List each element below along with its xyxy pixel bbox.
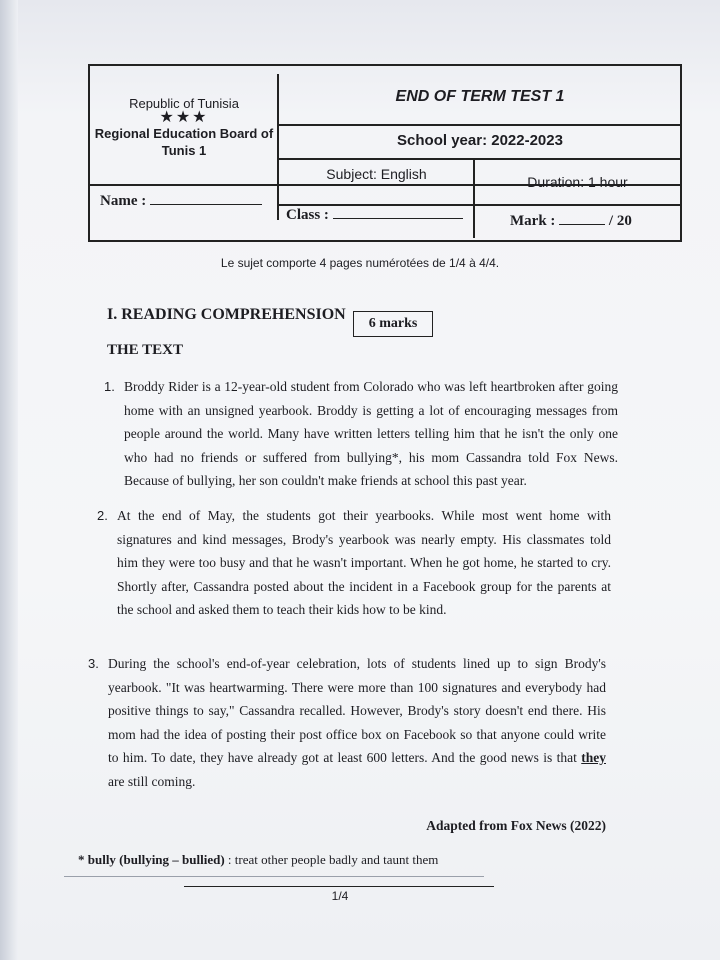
paragraph-text-end: are still coming. (108, 773, 196, 789)
subject-label: Subject: English (326, 166, 427, 182)
mark-total: / 20 (608, 213, 632, 229)
class-label: Class : (286, 207, 329, 223)
marks-badge: 6 marks (353, 311, 433, 337)
table-divider (277, 124, 682, 126)
paragraph-text: Broddy Rider is a 12-year-old student from Colorado who was left heartbroken after going home with an unsigned yearbook. Broddy is getting a lot of encouraging messages from people around the world. Many have written letters telling him that he isn't the only one who had no friends or suffered from bullying*, his mom Cassandra told Fox News. Because of bullying, her son couldn't make friends at school this past year. (124, 379, 618, 488)
paragraph-3 (88, 652, 606, 793)
test-title: END OF TERM TEST 1 (395, 88, 565, 105)
underlined-word: they (581, 750, 606, 765)
paragraph-number: 1. (104, 379, 115, 394)
mark-blank (559, 212, 605, 225)
table-divider (473, 158, 475, 238)
name-label: Name : (100, 193, 147, 209)
class-blank (333, 206, 463, 219)
school-year: School year: 2022-2023 (397, 132, 563, 149)
board-label: Regional Education Board of Tunis 1 (94, 126, 274, 158)
class-field (286, 206, 463, 224)
duration-label: Duration: 1 hour (527, 174, 628, 190)
table-divider (277, 158, 682, 160)
mark-label: Mark : (510, 213, 556, 229)
table-divider (277, 74, 279, 220)
paragraph-text: At the end of May, the students got their yearbooks. While most went home with signatures and kind messages, Brody's yearbook was nearly empty. His classmates told him they were too busy and that he wasn't important. When he got home, he started to cry. Shortly after, Cassandra posted about the incident in a Facebook group for the parents at the school and asked them to teach their kids how to be kind. (117, 508, 611, 617)
paragraph-1 (104, 375, 618, 493)
exam-header-table (88, 64, 682, 242)
paragraph-2 (97, 504, 611, 622)
paragraph-number: 2. (97, 508, 108, 523)
page-number: 1/4 (331, 889, 349, 903)
footnote-definition: : treat other people badly and taunt them (224, 852, 439, 867)
footer-rule (64, 876, 484, 877)
footnote (78, 852, 438, 868)
section-subtitle: THE TEXT (107, 342, 184, 358)
issuer-block (94, 96, 274, 159)
footnote-term: * bully (bullying – bullied) (78, 852, 225, 867)
mark-field (510, 212, 632, 230)
stars-icon: ★★★ (159, 109, 209, 126)
section-title: I. READING COMPREHENSION (107, 306, 346, 323)
republic-label: Republic of Tunisia (129, 96, 239, 111)
page-count-note: Le sujet comporte 4 pages numérotées de 1/4 à 4/4. (220, 256, 500, 270)
paragraph-number: 3. (88, 656, 99, 671)
name-field (100, 192, 262, 210)
footer-rule (184, 886, 494, 887)
paragraph-text: During the school's end-of-year celebration, lots of students lined up to sign Brody's yearbook. "It was heartwarming. There were more than 100 signatures and everybody had positive things to say," Cassandra recalled. However, Brody's story doesn't end there. His mom had the idea of posting their post office box on Facebook so that anyone could write to him. To date, they have already got at least 600 letters. And the good news is that (108, 656, 606, 765)
page-edge-shadow (0, 0, 18, 960)
name-blank (150, 192, 262, 205)
source-credit: Adapted from Fox News (2022) (426, 818, 606, 833)
